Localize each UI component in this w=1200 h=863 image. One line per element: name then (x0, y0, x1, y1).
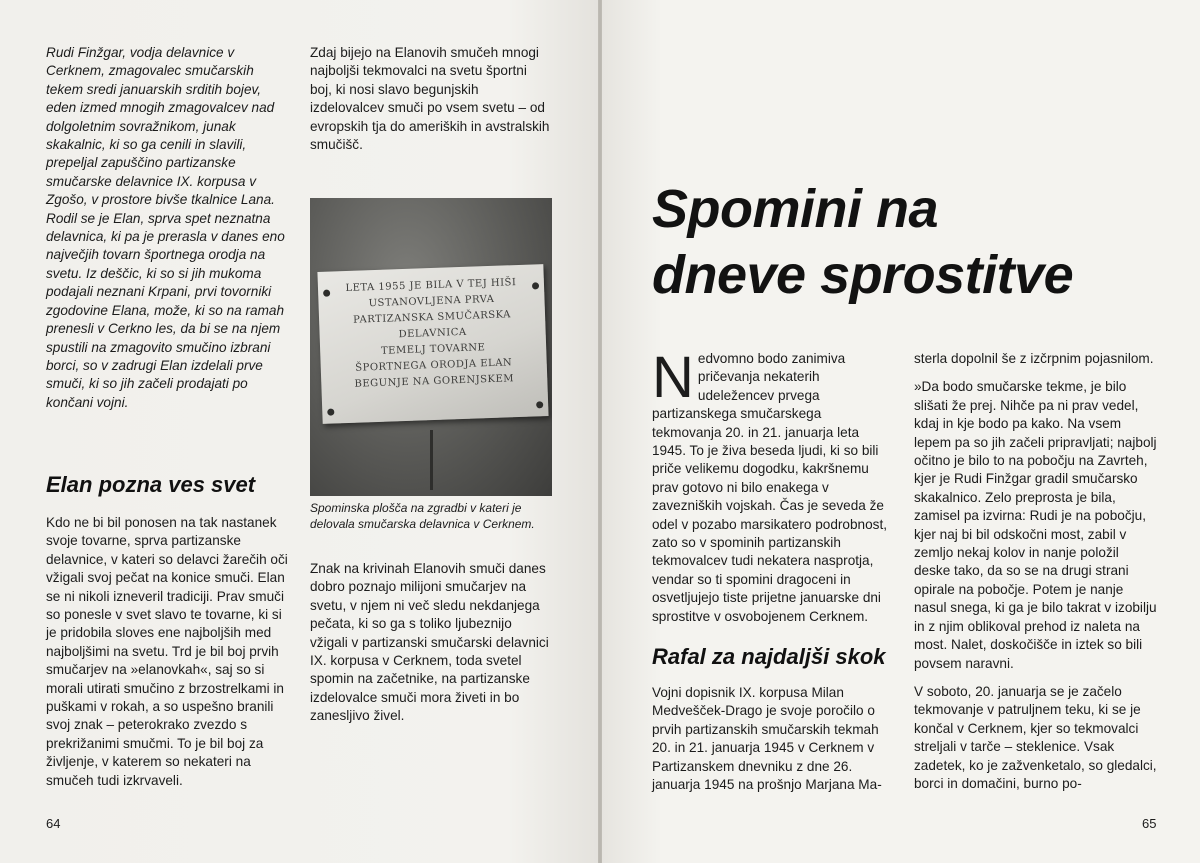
plaque-line: ŠPORTNEGA ORODJA ELAN (355, 357, 513, 374)
plaque-bolt (536, 401, 543, 408)
chapter-title-line-2: dneve sprostitve (652, 245, 1074, 305)
drop-cap: N (652, 345, 694, 410)
left-body-column-2-bottom: Znak na krivinah Elanovih smuči danes dobro poznajo milijoni smučarjev na svetu, v njem ni več sledu nekdanjega pečata, ki so ga s toliko ljubeznijo vžigali v partizanski smučarski delavnici IX. korpusa v Cerknem, toda svetel spomin na začetnike, na partizanske izdelovalce smuči mora živeti in bo zanesljivo živel. (310, 561, 549, 724)
paragraph: sterla dopolnil še z izčrpnim pojasnilom. (914, 351, 1154, 366)
right-subheading: Rafal za najdaljši skok (652, 644, 886, 669)
paragraph: V soboto, 20. januarja se je začelo tekmovanje v patruljnem teku, ki se je končal v Cerknem, kjer so tekmovalci streljali v tarče – steklenice. Vsak zadetek, ko je zažvenketalo, so gledalci, borci in domačini, burno po- (914, 683, 1157, 791)
plaque-line: DELAVNICA (398, 326, 467, 341)
paragraph: »Da bodo smučarske tekme, je bilo slišati že prej. Nihče pa ni prav vedel, kdaj in kje bodo pa kako. Na vsem lepem pa so jih začeli pripravljati; najbolj očitno je bilo to na pobočju na Zavrteh, kjer je Rudi Finžgar gradil smučarsko skakalnico. Zelo preprosta je bila, zamisel pa izvirna: Rudi je na pobočju, kjer naj bi bil odskočni most, zabil v zemljo nekaj kolov in nanje položil deske tako, da so se na drugi strani opirale na pobočje. Potem je nanje nasul snega, ki ga je bilo takrat v izobilju in z njim oblikoval prehod iz naleta na most. Nalet, doskočišče in iztek so bili povsem naravni. (914, 379, 1157, 671)
plaque-line: PARTIZANSKA SMUČARSKA (353, 309, 512, 326)
right-page (602, 0, 1200, 863)
left-page (0, 0, 598, 863)
left-body-column-2-top: Zdaj bijejo na Elanovih smučeh mnogi najboljši tekmovalci na svetu športni boj, ki nosi slavo begunjskih izdelovalcev smuči po vsem svetu – od evropskih tja do ameriških in avstralskih smučišč. (310, 45, 550, 153)
chapter-title (652, 176, 1172, 308)
left-subheading: Elan pozna ves svet (46, 472, 256, 497)
wall-shadow (430, 430, 433, 490)
memorial-plaque (317, 264, 548, 424)
intro-italic-text: Rudi Finžgar, vodja delavnice v Cerknem, zmagovalec smučarskih tekem sredi januarskih srditih bojev, eden izmed mnogih zmagovalcev nad dolgoletnim sovražnikom, junak skakalnic, ki so ga cenili in slavili, prepeljal zapuščino partizanske smučarske delavnice IX. korpusa v Zgošo, v prostore bivše tkalnice Lana. Rodil se je Elan, sprva spet neznatna delavnica, ki pa je prerasla v danes eno največjih tovarn športnega orodja na svetu. Iz deščic, ki so si jih mukoma podajali neznani Krpani, prvi tovorniki zgodovine Elana, može, ki so na ramah prenesli v Cerkno les, da bi se na njem spustili na zmagovito smučino izbrani borci, so v zadrugi Elan izdelali prve smuči, ki so jih začeli prodajati po končani vojni. (46, 45, 285, 410)
right-body-column-1-bottom: Vojni dopisnik IX. korpusa Milan Medvešček-Drago je svoje poročilo o prvih partizanskih smučarskih tekmah 20. in 21. januarja 1945 v Cerknem v Partizanskem dnevniku z dne 26. januarja 1945 na prošnjo Marjana Ma- (652, 685, 882, 793)
right-intro-text: edvomno bodo zanimiva pričevanja nekaterih udeležencev prvega partizanskega smučarskega tekmovanja 20. in 21. januarja leta 1945. To je živa beseda ljudi, ki so bili priče velikemu dogodku, kakršnemu prav gotovo ni bilo enakega v zavezniških vojskah. Čas je seveda že odel v pozabo marsikatero podrobnost, zato so v spominih partizanskih tekmovalcev tudi nekatera nasprotja, vendar so ti spomini dragoceni in osvetljujejo tiste prijetne januarske dni sprostitve v osvobojenem Cerknem. (652, 351, 888, 624)
plaque-line: BEGUNJE NA GORENJSKEM (354, 373, 515, 390)
page-number-left: 64 (46, 816, 61, 831)
plaque-line: LETA 1955 JE BILA V TEJ HIŠI (345, 277, 517, 295)
chapter-title-line-1: Spomini na (652, 179, 939, 239)
right-body-column-1 (652, 345, 894, 626)
left-body-column-1: Kdo ne bi bil ponosen na tak nastanek svoje tovarne, sprva partizanske delavnice, v kateri so delavci žarečih oči vžigali svoj pečat na konice smuči. Elan se ni nikoli izneveril tradiciji. Prav smuči so ponesle v svet slavo te tovarne, ki si je pridobila sloves ene najboljših med najboljšimi na svetu. Trd je bil boj prvih smučarjev na »elanovkah«, saj so si morali utirati smučino z brzostrelkami in puškami v rokah, a so uspešno branili svoj znak – peterokrako zvezdo s prekrižanimi smučmi. To je bil boj za življenje, v katerem so nekateri na smučeh tudi izkrvaveli. (46, 515, 288, 788)
plaque-bolt (327, 408, 334, 415)
right-body-column-2 (914, 350, 1158, 793)
plaque-line: TEMELJ TOVARNE (380, 342, 486, 357)
page-number-right: 65 (1142, 816, 1157, 831)
photo-caption: Spominska plošča na zgradbi v kateri je delovala smučarska delavnica v Cerknem. (310, 501, 535, 531)
plaque-bolt (532, 282, 539, 289)
plaque-line: USTANOVLJENA PRVA (368, 293, 495, 310)
memorial-plaque-photo (310, 198, 552, 496)
